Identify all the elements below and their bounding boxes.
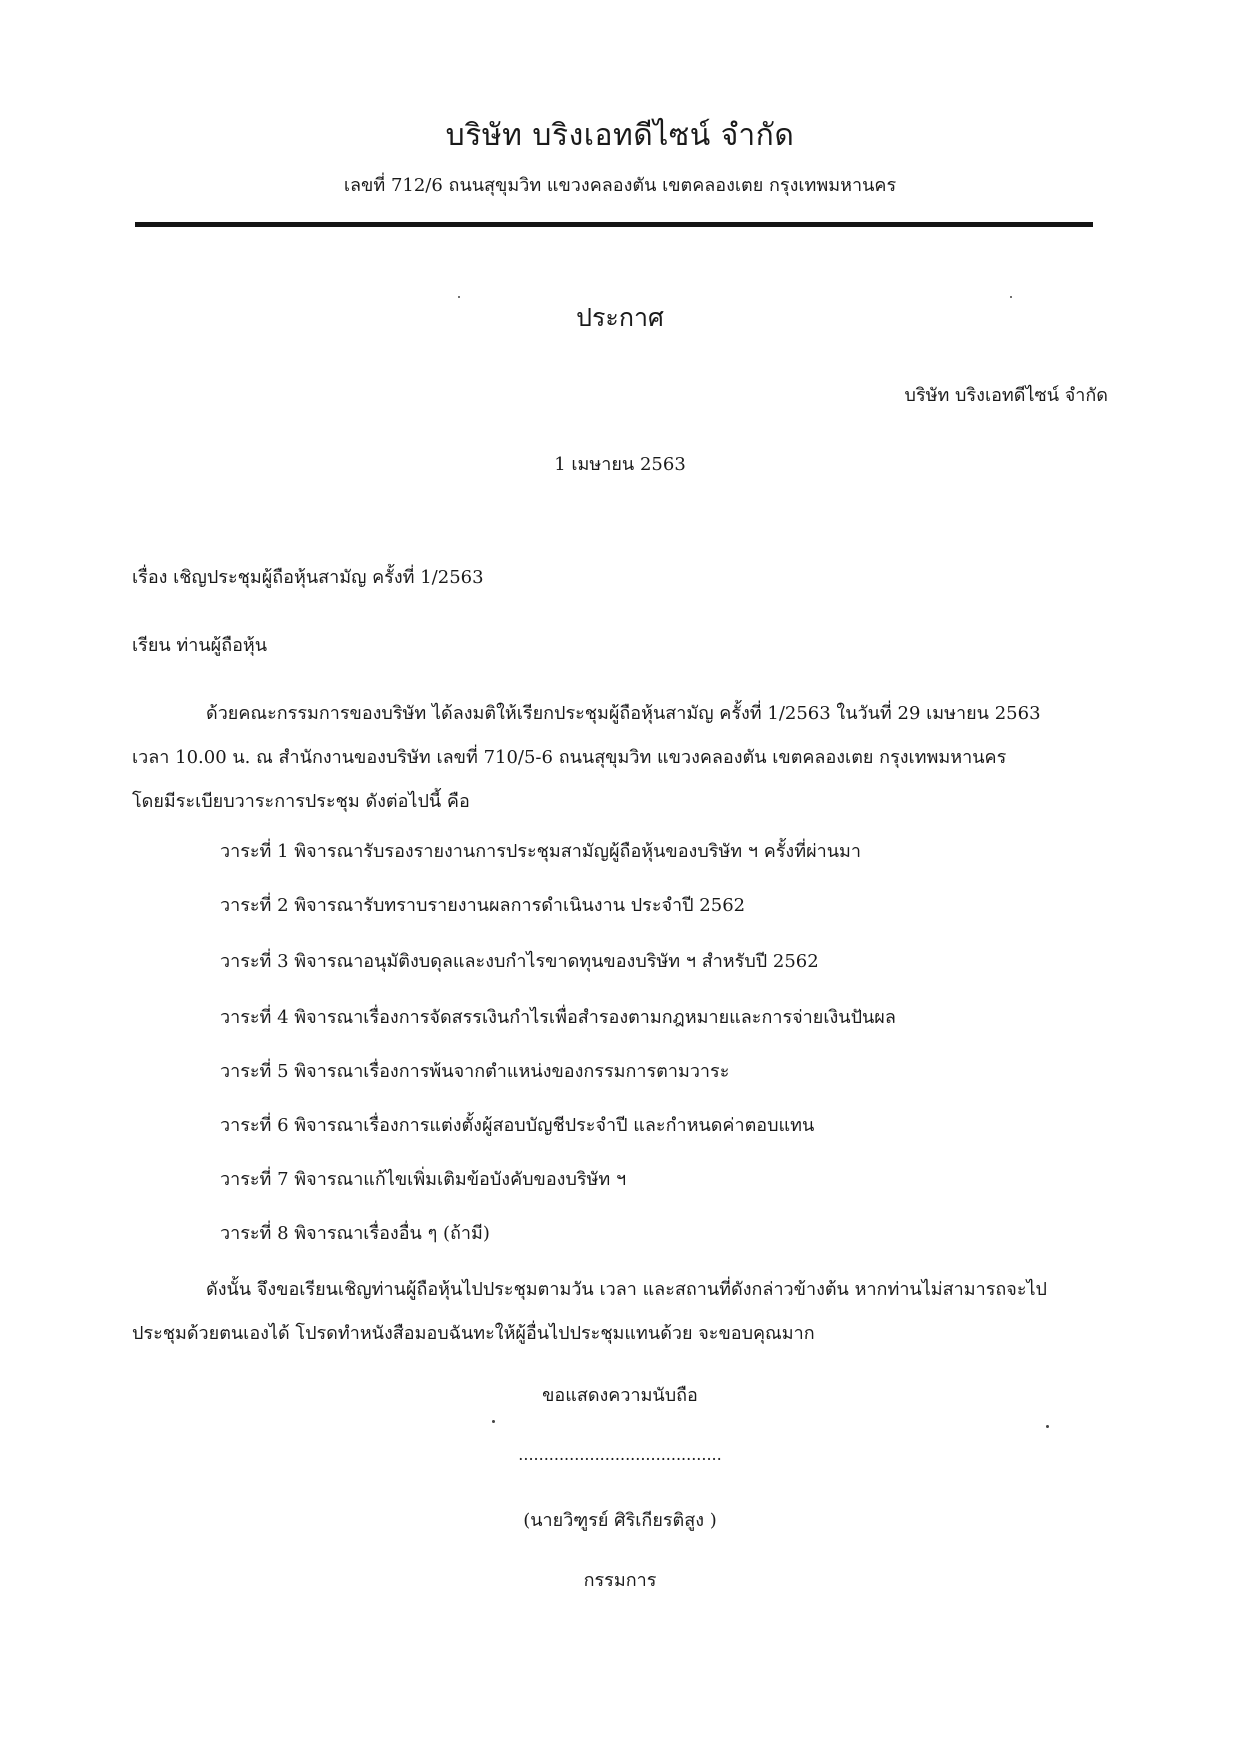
salutation-line: เรียน ท่านผู้ถือหุ้น: [132, 635, 268, 656]
agenda-item-6: วาระที่ 6 พิจารณาเรื่องการแต่งตั้งผู้สอบบัญชีประจำปี และกำหนดค่าตอบแทน: [220, 1115, 815, 1136]
agenda-item-4: วาระที่ 4 พิจารณาเรื่องการจัดสรรเงินกำไรเพื่อสำรองตามกฎหมายและการจ่ายเงินปันผล: [220, 1007, 896, 1028]
company-address: เลขที่ 712/6 ถนนสุขุมวิท แขวงคลองตัน เขตคลองเตย กรุงเทพมหานคร: [343, 175, 897, 196]
agenda-item-7: วาระที่ 7 พิจารณาแก้ไขเพิ่มเติมข้อบังคับของบริษัท ฯ: [220, 1169, 627, 1190]
agenda-item-1: วาระที่ 1 พิจารณารับรองรายงานการประชุมสามัญผู้ถือหุ้นของบริษัท ฯ ครั้งที่ผ่านมา: [220, 841, 862, 862]
scan-speck: [1046, 1425, 1049, 1428]
conclusion-line-1: ดังนั้น จึงขอเรียนเชิญท่านผู้ถือหุ้นไปประชุมตามวัน เวลา และสถานที่ดังกล่าวข้างต้น หากท่านไม่สามารถจะไป: [206, 1279, 1047, 1300]
document-title: ประกาศ: [576, 303, 664, 332]
signer-name: (นายวิฑูรย์ ศิริเกียรติสูง ): [523, 1510, 717, 1531]
company-name: บริษัท บริงเอทดีไซน์ จำกัด: [445, 118, 795, 153]
agenda-item-5: วาระที่ 5 พิจารณาเรื่องการพ้นจากตำแหน่งของกรรมการตามวาระ: [220, 1061, 730, 1082]
agenda-item-2: วาระที่ 2 พิจารณารับทราบรายงานผลการดำเนินงาน ประจำปี 2562: [220, 895, 746, 916]
closing-phrase: ขอแสดงความนับถือ: [542, 1385, 698, 1406]
scan-speck: [492, 1420, 495, 1423]
header-divider: [135, 222, 1093, 227]
conclusion-line-2: ประชุมด้วยตนเองได้ โปรดทำหนังสือมอบฉันทะให้ผู้อื่นไปประชุมแทนด้วย จะขอบคุณมาก: [132, 1323, 815, 1344]
signature-line: ........................................: [518, 1445, 722, 1464]
intro-line-3: โดยมีระเบียบวาระการประชุม ดังต่อไปนี้ คือ: [132, 791, 470, 812]
intro-line-1: ด้วยคณะกรรมการของบริษัท ได้ลงมติให้เรียกประชุมผู้ถือหุ้นสามัญ ครั้งที่ 1/2563 ในวันที่ 29 เมษายน 2563: [206, 703, 1041, 724]
intro-line-2: เวลา 10.00 น. ณ สำนักงานของบริษัท เลขที่ 710/5-6 ถนนสุขุมวิท แขวงคลองตัน เขตคลองเตย กรุงเทพมหานคร: [132, 747, 1007, 768]
agenda-item-8: วาระที่ 8 พิจารณาเรื่องอื่น ๆ (ถ้ามี): [220, 1223, 490, 1244]
scan-speck: [458, 296, 460, 298]
scan-speck: [1010, 296, 1012, 298]
agenda-item-3: วาระที่ 3 พิจารณาอนุมัติงบดุลและงบกำไรขาดทุนของบริษัท ฯ สำหรับปี 2562: [220, 951, 819, 972]
document-date: 1 เมษายน 2563: [554, 454, 686, 475]
issuer-name: บริษัท บริงเอทดีไซน์ จำกัด: [904, 385, 1108, 406]
subject-line: เรื่อง เชิญประชุมผู้ถือหุ้นสามัญ ครั้งที่ 1/2563: [132, 567, 484, 588]
signer-title: กรรมการ: [583, 1570, 657, 1591]
